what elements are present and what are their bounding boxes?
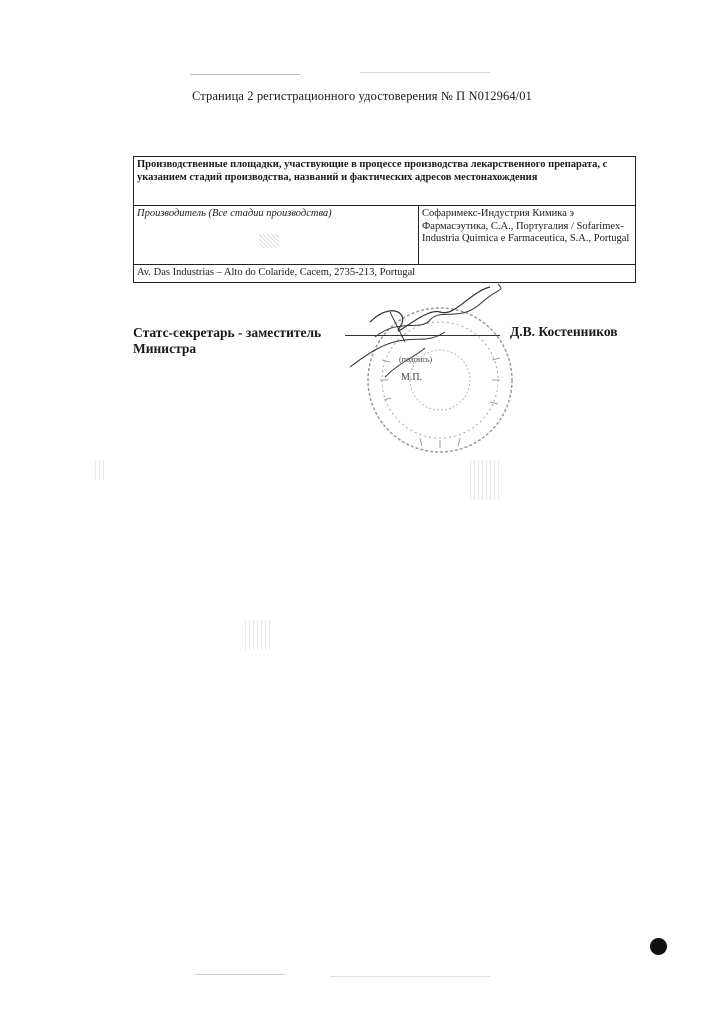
- scan-mark-bottom: [195, 974, 285, 975]
- manufacturer-role-cell: [134, 206, 419, 265]
- table-heading: Производственные площадки, участвующие в процессе производства лекарственного препарата, с указанием стадий производства, названий и фактических адресов местонахождения: [134, 157, 636, 206]
- scan-noise: [470, 460, 500, 500]
- manufacturing-sites-table: [133, 156, 636, 283]
- signatory-title: [133, 325, 321, 357]
- signature-caption: (подпись): [399, 355, 433, 364]
- scan-noise: [245, 620, 270, 650]
- handwritten-signature: [330, 282, 530, 392]
- scan-mark-top: [190, 74, 300, 75]
- scan-smudge: [259, 234, 279, 248]
- signatory-name: Д.В. Костенников: [510, 324, 618, 339]
- table-row: [134, 265, 636, 283]
- scan-dot: [650, 938, 667, 955]
- company-address: Av. Das Industrias – Alto do Colaride, Cacem, 2735-213, Portugal: [134, 265, 636, 283]
- manufacturer-role: Производитель (Все стадии производства): [137, 208, 332, 219]
- signatory-title-line1: Статс-секретарь - заместитель: [133, 325, 322, 340]
- stamp-caption: М.П.: [401, 372, 423, 383]
- page-title: Страница 2 регистрационного удостоверения № П N012964/01: [192, 89, 532, 103]
- signatory-title-line2: Министра: [133, 341, 197, 356]
- scan-mark-bottom-2: [330, 976, 490, 977]
- table-row: [134, 157, 636, 206]
- scan-noise: [95, 460, 107, 480]
- table-row: [134, 206, 636, 265]
- company-name: Софаримекс-Индустрия Кимика э Фармасэутика, С.А., Португалия / Sofarimex-Industria Quimica e Farmaceutica, S.A., Portugal: [419, 206, 636, 265]
- scan-mark-top-2: [360, 72, 490, 73]
